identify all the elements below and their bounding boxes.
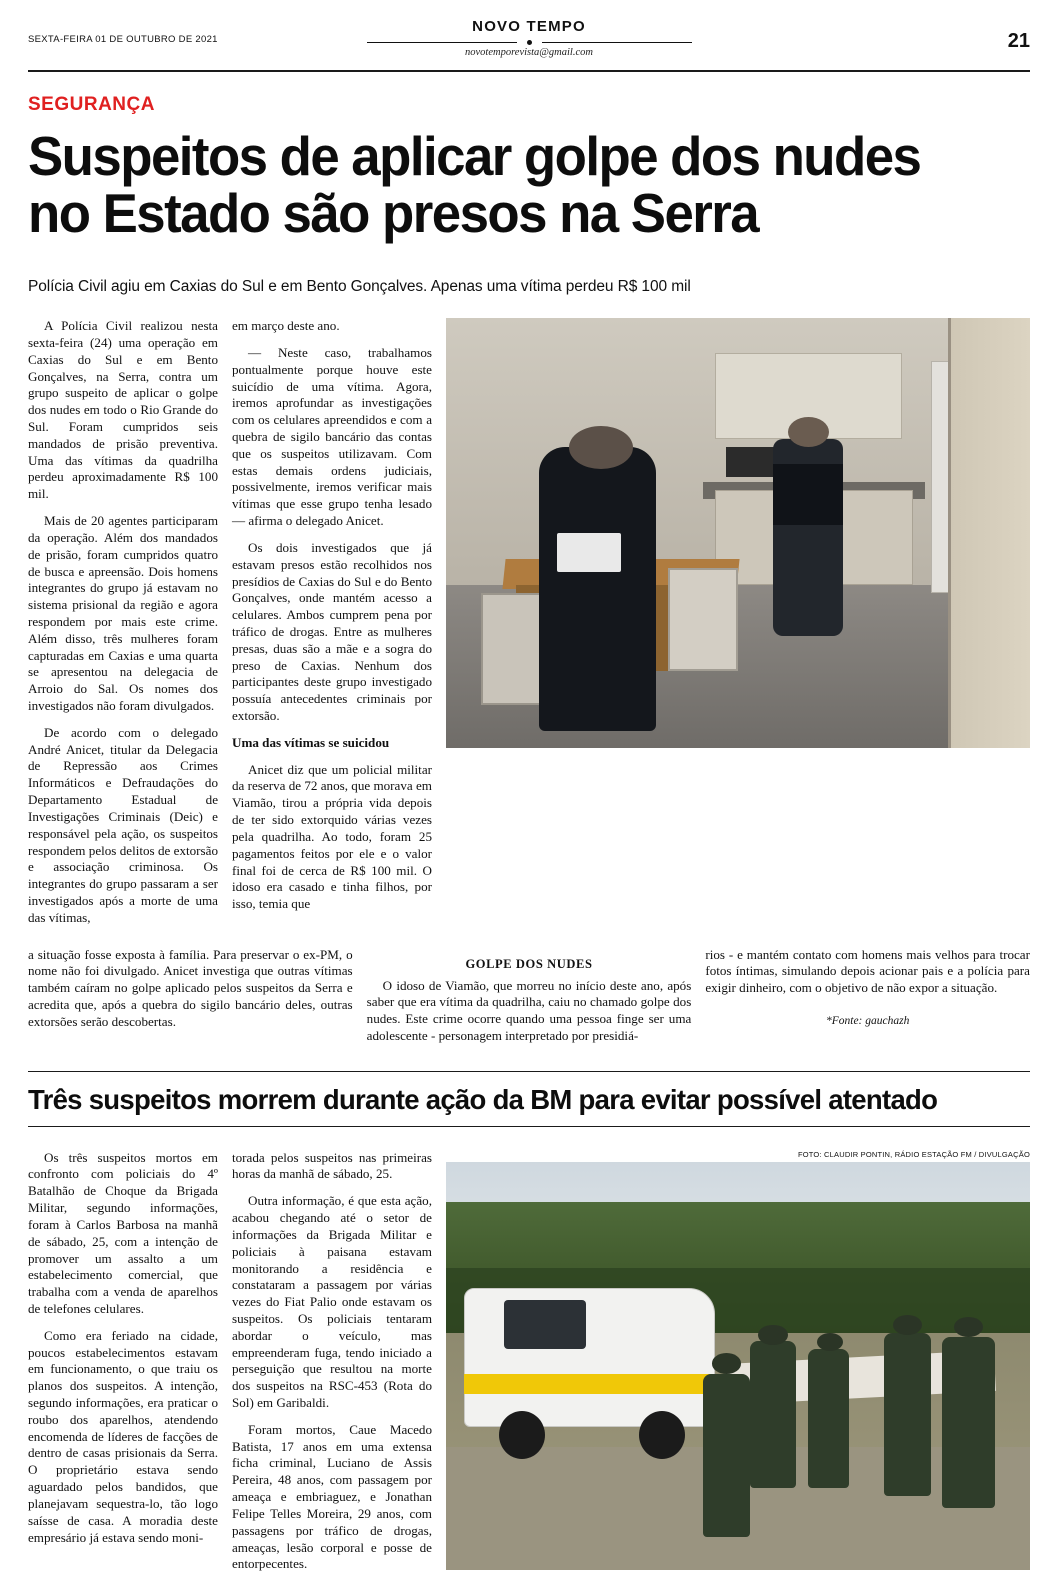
issue-date: SEXTA-FEIRA 01 DE OUTUBRO DE 2021 <box>28 34 218 45</box>
paragraph: em março deste ano. <box>232 318 340 334</box>
photo-credit: FOTO: CLAUDIR PONTIN, RÁDIO ESTAÇÃO FM / DIVULGAÇÃO <box>797 1149 1030 1159</box>
subsection-title: Uma das vítimas se suicidou <box>232 734 390 750</box>
article-2-column-3 <box>446 1150 1030 1583</box>
article-1-lower-column-2 <box>367 947 692 1055</box>
photo-police-raid-kitchen <box>446 318 1030 748</box>
article-2-headline: Três suspeitos morrem durante ação da BM para evitar possível atentado <box>28 1084 1030 1127</box>
article-1-column-1 <box>28 318 218 936</box>
paragraph: Anicet diz que um policial militar da reserva de 72 anos, que morava em Viamão, tirou a própria vida depois de ter sido extorquido várias vezes pela quadrilha. Ao todo, foram 25 pagamentos feitos por ele e o valor final foi de cerca de R$ 100 mil. O idoso era casado e tinha filhos, por isso, temia que <box>232 761 432 912</box>
section-divider <box>28 1071 1030 1072</box>
source-note: *Fonte: gauchazh <box>825 1015 910 1027</box>
masthead-divider <box>28 40 1030 45</box>
article-1-column-3 <box>446 318 1030 936</box>
paragraph: O idoso de Viamão, que morreu no início deste ano, após saber que era vítima da quadrilha, caiu no chamado golpe dos nudes. Este crime ocorre quando uma pessoa finge ser uma adolescente - personagem interpretado por presidiá- <box>366 977 692 1043</box>
paragraph: rios - e mantém contato com homens mais velhos para trocar fotos íntimas, simulando depois acionar pais e a polícia para exigir dinheiro, com o objetivo de não expor a situação. <box>705 946 1030 996</box>
article-2-column-2 <box>232 1150 432 1583</box>
divider-line-right <box>542 42 692 44</box>
masthead <box>28 16 1030 72</box>
article-2-body <box>28 1150 1030 1583</box>
contact-email: novotemporevista@gmail.com <box>465 47 593 58</box>
masthead-center <box>28 18 1030 58</box>
paragraph: Os dois investigados que já estavam presos estão recolhidos nos presídios de Caxias do Sul e do Bento Gonçalves, onde mantém acesso a celulares. Ambos cumprem pena por tráfico de drogas. Entre as mulheres presas, duas são a mãe e a sogra do preso de Caxias. Nenhum dos participantes deste grupo investigado possuía antecedentes criminais por extorsão. <box>232 539 432 723</box>
article-headline: Suspeitos de aplicar golpe dos nudes no Estado são presos na Serra <box>28 125 921 244</box>
paragraph: Foram mortos, Caue Macedo Batista, 17 anos em uma extensa ficha criminal, Luciano de Assis Pereira, 48 anos, com passagem por ameaça e embriaguez, e Jonathan Felipe Telles Moreira, 29 anos, com passagens por tráfico de drogas, ameaças, lesão corporal e posse de entorpecentes. <box>232 1421 432 1572</box>
paragraph: torada pelos suspeitos nas primeiras horas da manhã de sábado, 25. <box>232 1149 432 1182</box>
article-1-column-2 <box>232 318 432 936</box>
photo-scene <box>446 318 1030 748</box>
paragraph: De acordo com o delegado André Anicet, titular da Delegacia de Repressão aos Crimes Informáticos e Defraudações do Departamento Estadual de Investigações Criminais (Deic) e responsável pela ação, os suspeitos respondem pelos delitos de extorsão e associação criminosa. Os integrantes do grupo passaram a ser investigados após a morte de uma das vítimas, <box>28 724 218 925</box>
paragraph: Outra informação, é que esta ação, acabou chegando até o setor de informações da Brigada Militar e policiais à paisana estavam monitorando a residência e constataram a passagem por várias vezes do Fiat Palio onde estavam os suspeitos. Os policiais tentaram abordar o veículo, mas empreenderam fuga, tendo iniciado a perseguição que resultou na morte dos suspeitos na RSC-453 (Rota do Sol) em Garibaldi. <box>232 1193 432 1410</box>
paragraph: a situação fosse exposta à família. Para preservar o ex-PM, o nome não foi divulgado. Anicet investiga que outras vítimas também caíram no golpe aplicado pelos suspeitos da Serra e acredita que, após a quebra do sigilo bancário deles, outras extorsões serão descobertas. <box>28 946 353 1029</box>
photo-bm-operation-field <box>446 1162 1030 1570</box>
paragraph: Mais de 20 agentes participaram da operação. Além dos mandados de prisão, foram cumpridos quatro de busca e apreensão. Dois homens integrantes do grupo já estavam no sistema prisional da região e agora respondem por mais este crime. Além disso, três mulheres foram capturadas em Caxias e uma quarta se apresentou na delegacia de Arroio do Sal. Os nomes dos investigados não foram divulgados. <box>28 513 218 713</box>
paragraph: Como era feriado na cidade, poucos estabelecimentos estavam em funcionamento, o que traiu os planos dos suspeitos. A intenção, segundo informações, era praticar o roubo dos aparelhos, atendendo encomenda de líderes de facções de dentro de casas prisionais da Serra. O proprietário estava sendo aguardado pelos bandidos, que planejavam sequestra-lo, tão logo saísse de casa. A moradia deste empresário já estava sendo moni- <box>28 1327 218 1545</box>
divider-line-left <box>367 42 517 44</box>
page-number: 21 <box>1007 30 1030 52</box>
article-1-body <box>28 318 1030 936</box>
article-subhead: Polícia Civil agiu em Caxias do Sul e em Bento Gonçalves. Apenas uma vítima perdeu R$ 100 mil <box>28 278 691 296</box>
photo-scene <box>446 1162 1030 1570</box>
article-2-column-1 <box>28 1150 218 1583</box>
publication-title: NOVO TEMPO <box>472 18 586 35</box>
article-1-lower-column-1 <box>28 947 353 1055</box>
paragraph: A Polícia Civil realizou nesta sexta-feira (24) uma operação em Caxias do Sul e em Bento Gonçalves, na Serra, contra um grupo suspeito de aplicar o golpe dos nudes em todo o Rio Grande do Sul. Foram cumpridos seis mandados de prisão preventiva. Uma das vítimas da quadrilha perdeu aproximadamente R$ 100 mil. <box>28 318 218 502</box>
section-kicker: SEGURANÇA <box>28 94 155 115</box>
paragraph: — Neste caso, trabalhamos pontualmente porque houve este suicídio de uma vítima. Agora, iremos aprofundar as investigações com os celulares apreendidos e com a quebra de sigilo bancário das contas que os suspeitos utilizavam. Com estas demais ordens judiciais, possivelmente, iremos verificar mais vítimas que esse grupo tenha lesado — afirma o delegado Anicet. <box>232 344 432 529</box>
divider-dot <box>527 40 532 45</box>
sidebar-title: GOLPE DOS NUDES <box>465 956 593 971</box>
paragraph: Os três suspeitos mortos em confronto com policiais do 4º Batalhão de Choque da Brigada Militar, segundo informações, foram à Carlos Barbosa na manhã de sábado, 25, com a intenção de promover um assalto a um estabelecimento comercial, que trabalha com a venda de aparelhos de telefones celulares. <box>28 1149 218 1316</box>
article-1-lower-column-3 <box>705 947 1030 1055</box>
article-1-lower-columns <box>28 947 1030 1055</box>
